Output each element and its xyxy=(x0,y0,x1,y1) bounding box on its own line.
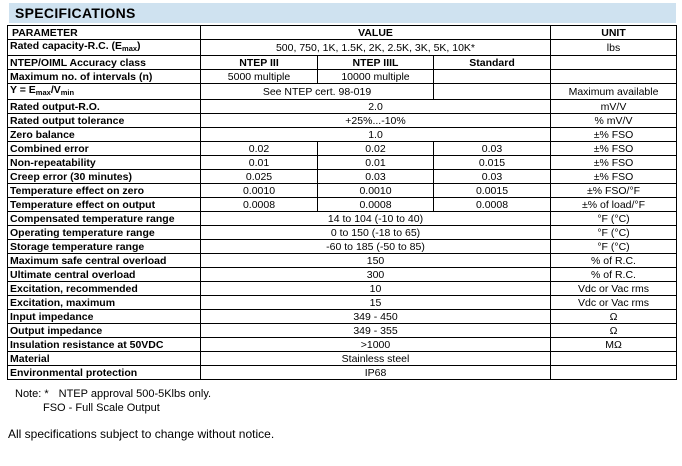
value-cell: 0.03 xyxy=(434,142,551,156)
value-cell: IP68 xyxy=(201,366,551,380)
unit-cell: °F (°C) xyxy=(551,226,677,240)
param-cell: Zero balance xyxy=(8,128,201,142)
param-cell: Rated capacity-R.C. $(E_{max})$ xyxy=(8,40,201,56)
value-cell xyxy=(434,70,551,84)
value-cell: -60 to 185 (-50 to 85) xyxy=(201,240,551,254)
param-cell: Creep error (30 minutes) xyxy=(8,170,201,184)
param-cell: Temperature effect on zero xyxy=(8,184,201,198)
value-cell: 0.02 xyxy=(201,142,318,156)
param-cell: Insulation resistance at 50VDC xyxy=(8,338,201,352)
unit-cell: Vdc or Vac rms xyxy=(551,296,677,310)
table-row-non-repeatability xyxy=(8,156,677,170)
unit-cell: lbs xyxy=(551,40,677,56)
value-cell: 0.0008 xyxy=(201,198,318,212)
table-row-material xyxy=(8,352,677,366)
param-cell: NTEP/OIML Accuracy class xyxy=(8,56,201,70)
value-cell-ntep3l: NTEP IIIL xyxy=(318,56,434,70)
unit-cell: ±% of load/°F xyxy=(551,198,677,212)
footnote-text: NTEP approval 500-5Klbs only. xyxy=(58,388,212,400)
specifications-title-bar xyxy=(9,3,676,23)
table-row-input-impedance xyxy=(8,310,677,324)
value-cell-standard: Standard xyxy=(434,56,551,70)
value-cell: 0 to 150 (-18 to 65) xyxy=(201,226,551,240)
table-row-environmental-protection xyxy=(8,366,677,380)
unit-cell xyxy=(551,56,677,70)
value-cell: 150 xyxy=(201,254,551,268)
value-cell: 349 - 450 xyxy=(201,310,551,324)
value-cell: 15 xyxy=(201,296,551,310)
table-row-zero-balance xyxy=(8,128,677,142)
table-row-rated-output xyxy=(8,100,677,114)
disclaimer-text: All specifications subject to change without notice. xyxy=(8,427,275,441)
unit-cell: Vdc or Vac rms xyxy=(551,282,677,296)
unit-cell: Maximum available xyxy=(551,84,677,100)
param-cell: Input impedance xyxy=(8,310,201,324)
unit-cell: ±% FSO xyxy=(551,128,677,142)
table-row-combined-error xyxy=(8,142,677,156)
value-cell: 0.015 xyxy=(434,156,551,170)
value-cell: 0.01 xyxy=(318,156,434,170)
table-row-excitation-maximum xyxy=(8,296,677,310)
unit-cell: % of R.C. xyxy=(551,254,677,268)
table-row-accuracy-class xyxy=(8,56,677,70)
param-cell: Ultimate central overload xyxy=(8,268,201,282)
value-cell: 5000 multiple xyxy=(201,70,318,84)
value-cell: 0.0008 xyxy=(318,198,434,212)
param-cell: Rated output-R.O. xyxy=(8,100,201,114)
footnote-ntep xyxy=(15,388,676,400)
value-cell: 0.0010 xyxy=(318,184,434,198)
param-cell: $Y = E_{max}/V_{min}$ xyxy=(8,84,201,100)
unit-cell: °F (°C) xyxy=(551,240,677,254)
table-row-insulation-resistance xyxy=(8,338,677,352)
table-row-operating-temp-range xyxy=(8,226,677,240)
value-cell: 300 xyxy=(201,268,551,282)
unit-cell: Ω xyxy=(551,310,677,324)
footnote-label: Note: * xyxy=(15,388,49,400)
value-cell: 0.01 xyxy=(201,156,318,170)
value-cell: 10000 multiple xyxy=(318,70,434,84)
specifications-table xyxy=(7,25,677,380)
table-row-temp-effect-zero xyxy=(8,184,677,198)
unit-cell: MΩ xyxy=(551,338,677,352)
unit-cell: ±% FSO xyxy=(551,170,677,184)
param-cell: Output impedance xyxy=(8,324,201,338)
unit-cell: % mV/V xyxy=(551,114,677,128)
value-cell: 0.0015 xyxy=(434,184,551,198)
unit-cell: mV/V xyxy=(551,100,677,114)
value-cell: 1.0 xyxy=(201,128,551,142)
column-header-unit: UNIT xyxy=(551,26,677,40)
value-cell: 0.02 xyxy=(318,142,434,156)
table-row-rated-capacity xyxy=(8,40,677,56)
value-cell: 14 to 104 (-10 to 40) xyxy=(201,212,551,226)
value-cell: >1000 xyxy=(201,338,551,352)
unit-cell: °F (°C) xyxy=(551,212,677,226)
value-cell: 349 - 355 xyxy=(201,324,551,338)
param-cell: Excitation, recommended xyxy=(8,282,201,296)
table-row-ultimate-overload xyxy=(8,268,677,282)
param-cell: Storage temperature range xyxy=(8,240,201,254)
param-cell: Temperature effect on output xyxy=(8,198,201,212)
value-cell-standard xyxy=(434,84,551,100)
unit-cell: ±% FSO/°F xyxy=(551,184,677,198)
unit-cell: ±% FSO xyxy=(551,142,677,156)
value-cell: 0.025 xyxy=(201,170,318,184)
value-cell: 10 xyxy=(201,282,551,296)
column-header-value: VALUE xyxy=(201,26,551,40)
table-row-output-impedance xyxy=(8,324,677,338)
value-cell: 500, 750, 1K, 1.5K, 2K, 2.5K, 3K, 5K, 10K* xyxy=(201,40,551,56)
table-row-creep-error xyxy=(8,170,677,184)
unit-cell: ±% FSO xyxy=(551,156,677,170)
param-cell: Maximum no. of intervals (n) xyxy=(8,70,201,84)
value-cell-ntep3: NTEP III xyxy=(201,56,318,70)
table-row-temp-effect-output xyxy=(8,198,677,212)
unit-cell: % of R.C. xyxy=(551,268,677,282)
unit-cell xyxy=(551,70,677,84)
param-cell: Environmental protection xyxy=(8,366,201,380)
param-cell: Non-repeatability xyxy=(8,156,201,170)
param-cell: Compensated temperature range xyxy=(8,212,201,226)
unit-cell xyxy=(551,352,677,366)
param-cell: Combined error xyxy=(8,142,201,156)
value-cell: 0.0010 xyxy=(201,184,318,198)
column-header-parameter: PARAMETER xyxy=(8,26,201,40)
table-row-max-safe-overload xyxy=(8,254,677,268)
param-cell: Material xyxy=(8,352,201,366)
value-cell: 0.03 xyxy=(318,170,434,184)
value-cell: 0.03 xyxy=(434,170,551,184)
footnote-fso: FSO - Full Scale Output xyxy=(43,402,160,414)
table-header-row xyxy=(8,26,677,40)
table-row-output-tolerance xyxy=(8,114,677,128)
value-cell: 2.0 xyxy=(201,100,551,114)
value-cell: +25%...-10% xyxy=(201,114,551,128)
param-cell: Maximum safe central overload xyxy=(8,254,201,268)
param-cell: Excitation, maximum xyxy=(8,296,201,310)
table-row-y-emax-vmin xyxy=(8,84,677,100)
page-title: SPECIFICATIONS xyxy=(15,5,136,21)
table-row-compensated-temp-range xyxy=(8,212,677,226)
value-cell: 0.0008 xyxy=(434,198,551,212)
value-cell: Stainless steel xyxy=(201,352,551,366)
param-cell: Operating temperature range xyxy=(8,226,201,240)
unit-cell xyxy=(551,366,677,380)
table-row-storage-temp-range xyxy=(8,240,677,254)
value-cell: See NTEP cert. 98-019 xyxy=(201,84,434,100)
param-cell: Rated output tolerance xyxy=(8,114,201,128)
table-row-excitation-recommended xyxy=(8,282,677,296)
table-row-max-intervals xyxy=(8,70,677,84)
unit-cell: Ω xyxy=(551,324,677,338)
